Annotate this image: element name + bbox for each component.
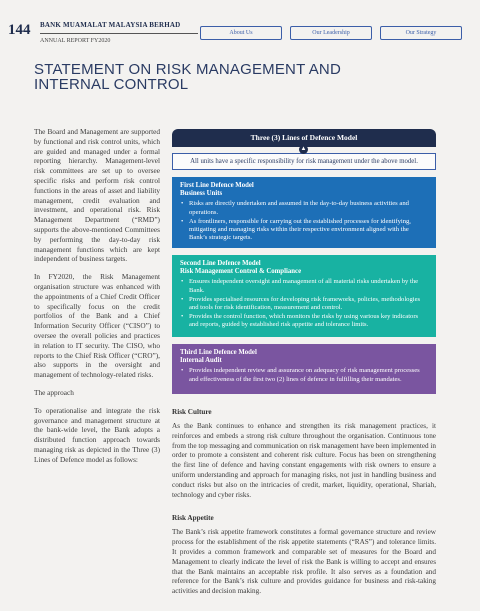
list-item: • Provides the control function, which monitors the risks by using various key indicators and reports, guided by established risk appetite and tolerance limits.	[180, 313, 428, 329]
top-nav	[200, 26, 462, 40]
second-line-defence-box	[172, 255, 436, 337]
second-line-bullets	[180, 278, 428, 329]
third-line-subtitle: Internal Audit	[180, 357, 222, 365]
risk-appetite-heading: Risk Appetite	[172, 514, 214, 523]
third-line-title: Third Line Defence Model	[180, 349, 257, 356]
right-column	[172, 129, 436, 597]
first-line-defence-box	[172, 177, 436, 248]
defence-model-title: Three (3) Lines of Defence Model	[172, 129, 436, 147]
header-divider	[40, 33, 198, 34]
page-title-line-1: STATEMENT ON RISK MANAGEMENT AND	[34, 61, 341, 78]
approach-heading: The approach	[34, 387, 74, 397]
list-item: • Ensures independent oversight and management of all material risks undertaken by the Bank.	[180, 278, 428, 294]
paragraph-approach: To operationalise and integrate the risk governance and management structure at the bank-wide level, the Bank adopts a distributed function approach towards managing risk as depicted in the Three (3) Lines of Defence model as follows:	[34, 405, 160, 464]
page-title	[34, 62, 454, 92]
list-item: • Provides specialised resources for developing risk frameworks, policies, methodologies and tools for risk identification, measurement and control.	[180, 296, 428, 312]
page-header	[0, 0, 480, 60]
first-line-bullets	[180, 200, 428, 242]
paragraph-risk-structure: The Board and Management are supported by functional and risk control units, which are guided and managed under a formal reporting hierarchy. Management-level risk committees are set up to oversee specific risks and perform risk control functions in the areas of asset and liability management, credit evaluation and investment, and operational risk. Risk Management Department (“RMD”) supports the above-mentioned Committees by performing the day-to-day risk management functions which are kept independent of business targets.	[34, 127, 160, 264]
first-line-subtitle: Business Units	[180, 190, 223, 198]
paragraph-fy2020: In FY2020, the Risk Management organisation structure was enhanced with the appointments of a Chief Credit Officer to specifically focus on the credit portfolios of the Bank and a Chief Information Security Officer (“CISO”) to oversee the overall policies and practices in relation to IT security. The CISO, who reports to the Chief Risk Officer (“CRO”), also supports in the oversight and management of technology-related risks.	[34, 272, 160, 380]
chevron-up-icon: ▲	[300, 146, 307, 152]
third-line-bullets	[180, 367, 428, 383]
list-item: • Risks are directly undertaken and assumed in the day-to-day business activities and operations.	[180, 200, 428, 216]
left-column	[34, 127, 160, 473]
nav-about-us-button[interactable]: About Us	[200, 26, 282, 40]
first-line-title: First Line Defence Model	[180, 182, 254, 189]
defence-connector	[172, 147, 436, 153]
third-line-defence-box	[172, 344, 436, 394]
risk-culture-heading: Risk Culture	[172, 408, 212, 416]
nav-our-leadership-button[interactable]: Our Leadership	[290, 26, 372, 40]
risk-appetite-text: The Bank’s risk appetite framework constitutes a formal governance structure and review process for the establishment of the risk appetite statements (“RAS”) and tolerance limits. It provides a common framework and comparable set of measures for the Board and Management to clearly indicate the level of risk the Bank is willing to accept and ensures that the Bank maintains an acceptable risk profile. It also serves as a foundation and reference for the Bank’s risk culture and provides guidance for business and risk-taking activities and decision making.	[172, 528, 436, 596]
second-line-subtitle: Risk Management Control & Compliance	[180, 268, 302, 276]
second-line-title: Second Line Defence Model	[180, 260, 261, 267]
nav-our-strategy-button[interactable]: Our Strategy	[380, 26, 462, 40]
report-title: ANNUAL REPORT FY2020	[40, 38, 111, 44]
list-item: • As frontliners, responsible for carrying out the established processes for identifying, mitigating and managing risks within their respective environment aligned with the Bank’s strategic targets.	[180, 218, 428, 243]
list-item: • Provides independent review and assurance on adequacy of risk management processes and effectiveness of the first two (2) lines of defence in fulfilling their mandates.	[180, 367, 428, 383]
page-title-line-2: INTERNAL CONTROL	[34, 76, 189, 93]
risk-culture-text: As the Bank continues to enhance and strengthen its risk management practices, it reinforces and embeds a strong risk culture throughout the organisation. Continuous tone from the top messaging and communication on risk management have been implemented in order to promote a consistent and coherent risk culture. Focus has been on strengthening the first line of defence and having constant engagements with risk owners to ensure a uniform understanding and approach for managing risks, not just in handling business and conduct risks but also on the intricacies of credit, market, liquidity, operational, Shariah, technology and cyber risks.	[172, 422, 436, 499]
bank-name: BANK MUAMALAT MALAYSIA BERHAD	[40, 21, 181, 29]
page-number: 144	[8, 22, 31, 38]
defence-summary: All units have a specific responsibility for risk management under the above model.	[172, 153, 436, 170]
